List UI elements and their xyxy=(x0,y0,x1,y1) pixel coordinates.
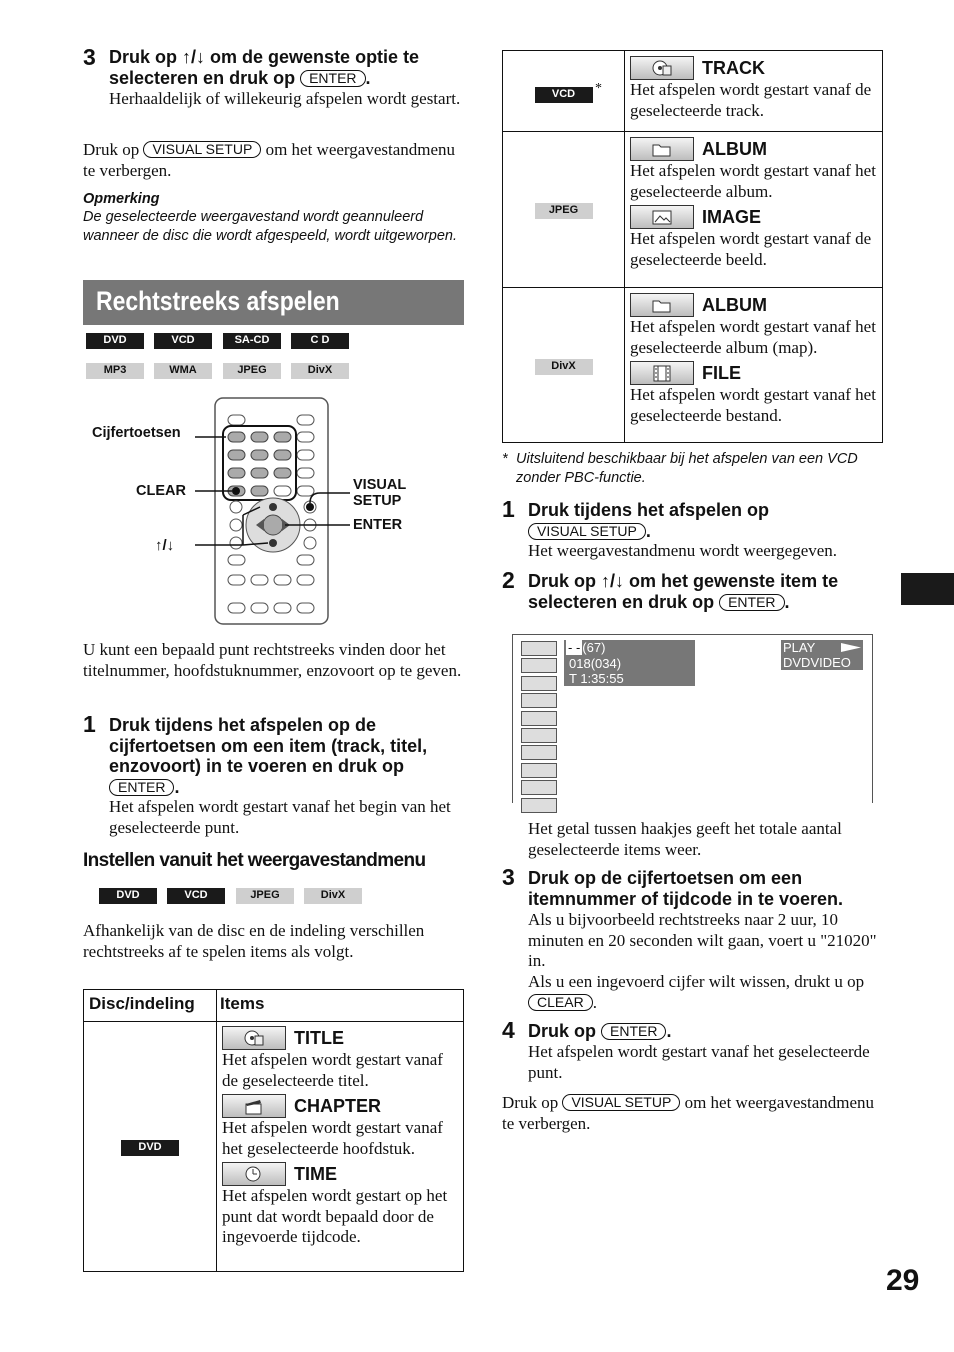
step2-heading-right: Druk op ↑/↓ om het gewenste item te selecteren en druk op ENTER . xyxy=(528,571,839,612)
table-cell-items xyxy=(217,1022,464,1272)
format-badge: JPEG xyxy=(223,363,281,379)
table-header-disc: Disc/indeling xyxy=(84,990,217,1022)
subtitle-icon xyxy=(521,711,557,726)
list-item: FILE Het afspelen wordt gestart vanaf het geselecteerde bestand. xyxy=(630,362,876,425)
list-item: ALBUM Het afspelen wordt gestart vanaf het geselecteerde album (map). xyxy=(630,294,876,357)
footnote-marker: * xyxy=(595,81,602,96)
footnote-marker: * xyxy=(502,451,508,467)
note-body: De geselecteerde weergavestand wordt geannuleerd wanneer de disc die wordt afgespeeld, wordt uitgeworpen. xyxy=(83,209,458,244)
table-cell-items xyxy=(625,132,883,288)
format-badge: DVD xyxy=(86,333,144,349)
section-banner xyxy=(83,280,464,325)
clock-icon xyxy=(222,1162,286,1186)
table-cell-disc xyxy=(503,132,625,288)
side-tab-marker xyxy=(901,573,954,605)
play-icon xyxy=(841,643,861,652)
enter-key: ENTER xyxy=(109,779,174,796)
step-number: 3 xyxy=(502,864,515,890)
format-badge: JPEG xyxy=(535,203,593,219)
list-item: TRACK Het afspelen wordt gestart vanaf de geselecteerde track. xyxy=(630,57,872,120)
step3-body: Herhaaldelijk of willekeurig afspelen wordt gestart. xyxy=(109,89,461,108)
disc-icon xyxy=(222,1026,286,1050)
label-clear: CLEAR xyxy=(136,483,186,499)
hide-menu-text-right: Druk op VISUAL SETUP om het weergavestandmenu te verbergen. xyxy=(502,1093,875,1133)
label-enter: ENTER xyxy=(353,517,403,533)
format-badge: SA-CD xyxy=(223,333,281,349)
step-number: 1 xyxy=(83,711,96,737)
disc-icon xyxy=(521,641,557,656)
list-item: IMAGE Het afspelen wordt gestart vanaf de geselecteerde beeld. xyxy=(630,206,872,269)
sub-intro-text: Afhankelijk van de disc en de indeling verschillen rechtstreeks af te spelen items als volgt. xyxy=(83,921,425,961)
format-badge: DivX xyxy=(291,363,349,379)
film-icon xyxy=(630,361,694,385)
items-table-dvd xyxy=(83,989,464,1272)
items-table-other xyxy=(502,50,883,443)
visual-setup-key: VISUAL SETUP xyxy=(528,523,646,540)
step3-clear-text: Als u een ingevoerd cijfer wilt wissen, drukt u op CLEAR . xyxy=(528,972,865,1012)
step-number: 4 xyxy=(502,1017,515,1043)
clapper-icon xyxy=(521,658,557,673)
list-item: CHAPTER Het afspelen wordt gestart vanaf het geselecteerde hoofdstuk. xyxy=(222,1095,443,1158)
step1-body-right: Het weergavestandmenu wordt weergegeven. xyxy=(528,541,838,560)
info-icon xyxy=(521,798,557,813)
label-cijfertoetsen: Cijfertoetsen xyxy=(92,425,181,441)
label-updown: ↑/↓ xyxy=(155,537,175,554)
folder-icon xyxy=(630,293,694,317)
step-number: 3 xyxy=(83,44,96,70)
format-badge: JPEG xyxy=(236,888,294,904)
zoom-icon xyxy=(521,745,557,760)
list-item: ALBUM Het afspelen wordt gestart vanaf het geselecteerde album. xyxy=(630,138,876,201)
osd-status-panel: - - (67) 018(034) T 1:35:55 xyxy=(564,640,695,686)
step-number: 2 xyxy=(502,567,515,593)
footnote-text: Uitsluitend beschikbaar bij het afspelen van een VCD zonder PBC-functie. xyxy=(516,451,858,486)
subsection-title: Instellen vanuit het weergavestandmenu xyxy=(83,850,426,871)
format-badge: VCD xyxy=(535,87,593,103)
format-badge: MP3 xyxy=(86,363,144,379)
enter-key: ENTER xyxy=(719,594,784,611)
table-cell-items xyxy=(625,51,883,132)
table-cell-disc xyxy=(503,51,625,132)
step1-heading-right: Druk tijdens het afspelen op VISUAL SETUP . xyxy=(528,500,770,541)
step4-heading-right: Druk op ENTER . xyxy=(528,1021,672,1041)
audio-icon xyxy=(521,693,557,708)
osd-caption: Het getal tussen haakjes geeft het totale aantal geselecteerde items weer. xyxy=(528,819,842,859)
folder-icon xyxy=(630,137,694,161)
step1-body: Het afspelen wordt gestart vanaf het begin van het geselecteerde punt. xyxy=(109,797,451,837)
table-cell-disc xyxy=(503,288,625,443)
format-badge: DVD xyxy=(99,888,157,904)
step3-body-right: Als u bijvoorbeeld rechtstreeks naar 2 uur, 10 minuten en 20 seconden wilt gaan, voert u "21020" in. xyxy=(528,910,877,970)
note-title: Opmerking xyxy=(83,191,160,207)
clock-icon xyxy=(521,676,557,691)
hide-menu-text: Druk op VISUAL SETUP om het weergavestandmenu te verbergen. xyxy=(83,140,456,180)
step3-heading: Druk op ↑/↓ om de gewenste optie te selecteren en druk op ENTER . xyxy=(109,47,420,88)
table-header-items: Items xyxy=(217,990,464,1022)
list-item: TIME Het afspelen wordt gestart op het punt dat wordt bepaald door de ingevoerde tijdcode. xyxy=(222,1163,448,1246)
osd-screen xyxy=(512,634,873,803)
step4-body-right: Het afspelen wordt gestart vanaf het geselecteerde punt. xyxy=(528,1042,870,1082)
list-item: TITLE Het afspelen wordt gestart vanaf de geselecteerde titel. xyxy=(222,1027,443,1090)
visual-setup-key: VISUAL SETUP xyxy=(143,141,261,158)
enter-key: ENTER xyxy=(300,70,365,87)
osd-icon-column xyxy=(521,641,557,815)
osd-play-panel: PLAY DVDVIDEO xyxy=(781,640,863,670)
shuffle-icon xyxy=(521,780,557,795)
angle-icon xyxy=(521,728,557,743)
section-title: Rechtstreeks afspelen xyxy=(96,286,340,316)
label-visual-setup: VISUAL SETUP xyxy=(353,477,407,509)
enter-key: ENTER xyxy=(601,1023,666,1040)
format-badge: WMA xyxy=(154,363,212,379)
step-number: 1 xyxy=(502,496,515,522)
disc-icon xyxy=(630,56,694,80)
table-cell-items xyxy=(625,288,883,443)
page-number: 29 xyxy=(886,1264,920,1297)
clear-key: CLEAR xyxy=(528,994,593,1011)
remote-control-illustration xyxy=(190,395,350,625)
format-badge: DivX xyxy=(304,888,362,904)
format-badge: DVD xyxy=(121,1140,179,1156)
visual-setup-key: VISUAL SETUP xyxy=(562,1094,680,1111)
step1-heading: Druk tijdens het afspelen op de cijfertoetsen om een item (track, titel, enzovoort) in te voeren en druk op ENTER . xyxy=(109,715,428,797)
image-icon xyxy=(630,205,694,229)
table-cell-disc xyxy=(84,1022,217,1272)
format-badge: VCD xyxy=(154,333,212,349)
format-badge: DivX xyxy=(535,359,593,375)
clapper-icon xyxy=(222,1094,286,1118)
intro-text: U kunt een bepaald punt rechtstreeks vinden door het titelnummer, hoofdstuknummer, enzovoort op te geven. xyxy=(83,640,462,680)
format-badge: C D xyxy=(291,333,349,349)
format-badge: VCD xyxy=(167,888,225,904)
repeat-icon xyxy=(521,763,557,778)
step3-heading-right: Druk op de cijfertoetsen om een itemnummer of tijdcode in te voeren. xyxy=(528,868,844,909)
